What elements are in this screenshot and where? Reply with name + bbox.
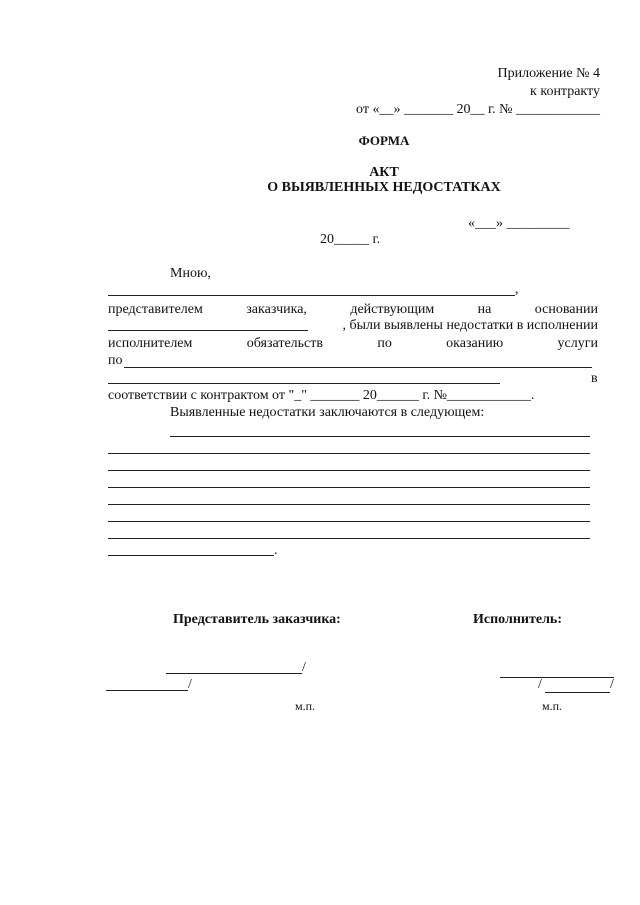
- word-customer: заказчика,: [246, 302, 307, 317]
- final-period: .: [274, 543, 278, 558]
- customer-representative-label: Представитель заказчика:: [173, 612, 341, 627]
- representative-line: [108, 302, 598, 318]
- executor-stamp: м.п.: [542, 699, 563, 713]
- by-me-label: Мною,: [170, 266, 211, 281]
- contract-reference-line: от «__» _______ 20__ г. № ____________: [356, 102, 600, 117]
- date-day-month: «___» _________: [468, 216, 570, 231]
- deficiency-line-3: [108, 470, 590, 471]
- executor-name-slash: /: [610, 677, 614, 692]
- customer-stamp: м.п.: [295, 699, 316, 713]
- executor-signature-line: [500, 677, 614, 678]
- word-service: услуги: [557, 336, 598, 351]
- executor-label: Исполнитель:: [473, 612, 562, 627]
- word-representative: представителем: [108, 302, 203, 317]
- executor-slash: /: [538, 677, 542, 692]
- to-contract: к контракту: [530, 84, 600, 99]
- deficiency-line-5: [108, 504, 590, 505]
- customer-name-line: [106, 690, 188, 691]
- appendix-number: Приложение № 4: [497, 66, 600, 81]
- service-blank-line-1: [124, 367, 592, 368]
- customer-signature-line: [166, 673, 302, 674]
- deficiency-line-7: [108, 538, 590, 539]
- contract-line: соответствии с контрактом от "_" _______ 20______ г. №____________.: [108, 388, 535, 403]
- word-on: на: [477, 302, 492, 317]
- act-title: АКТ: [369, 165, 399, 180]
- name-blank-line: [108, 295, 515, 296]
- comma: ,: [515, 282, 519, 297]
- customer-slash: /: [302, 660, 306, 675]
- basis-blank-line: [108, 330, 308, 331]
- found-deficiencies-text: , были выявлены недостатки в исполнении: [342, 318, 598, 333]
- form-label: ФОРМА: [358, 133, 410, 148]
- act-subtitle: О ВЫЯВЛЕННЫХ НЕДОСТАТКАХ: [267, 180, 501, 195]
- word-providing: оказанию: [446, 336, 504, 351]
- deficiency-line-2: [108, 453, 590, 454]
- date-year: 20_____ г.: [320, 232, 381, 247]
- deficiency-line-6: [108, 521, 590, 522]
- v-label: в: [591, 371, 598, 386]
- deficiency-line-1: [170, 436, 590, 437]
- word-acting: действующим: [350, 302, 435, 317]
- word-obligations: обязательств: [246, 336, 323, 351]
- word-executor: исполнителем: [108, 336, 193, 351]
- deficiency-line-8: [108, 555, 274, 556]
- executor-line: [108, 336, 598, 352]
- deficiencies-label: Выявленные недостатки заключаются в следующем:: [170, 405, 485, 420]
- deficiency-line-4: [108, 487, 590, 488]
- word-by: по: [377, 336, 392, 351]
- executor-name-line: [545, 692, 610, 693]
- word-basis: основании: [534, 302, 598, 317]
- service-blank-line-2: [108, 383, 500, 384]
- po-label: по: [108, 353, 123, 368]
- customer-name-slash: /: [188, 677, 192, 692]
